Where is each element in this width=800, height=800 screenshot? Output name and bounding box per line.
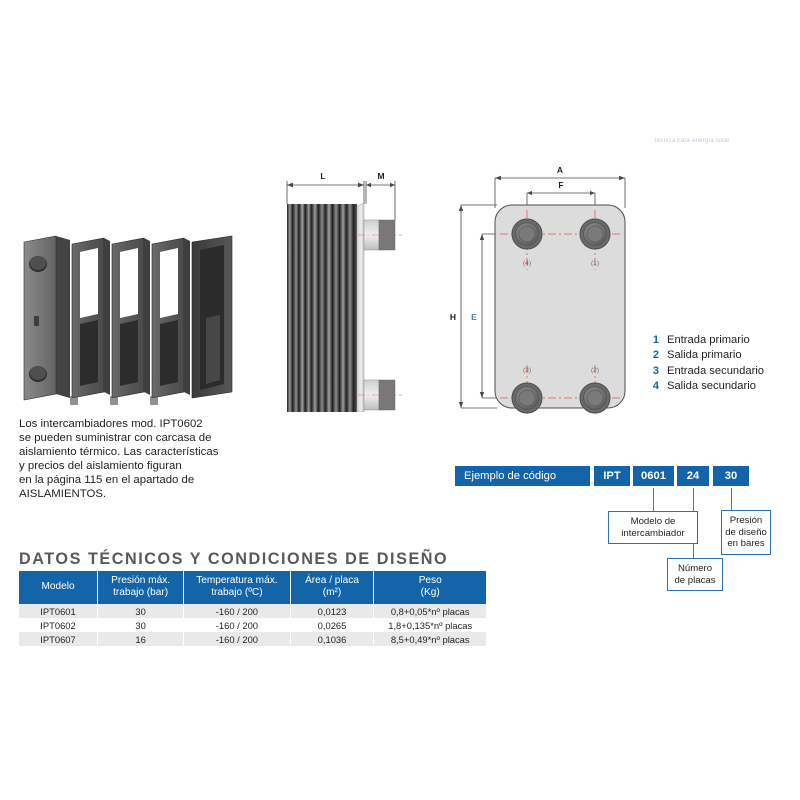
legend-label: Entrada primario [667,334,750,346]
side-elevation-drawing [282,162,412,412]
port-1 [580,219,610,249]
nozzle-bottom [358,380,402,410]
column-header-presion [98,571,184,604]
intro-line: se pueden suministrar con carcasa de [19,432,212,445]
header-line: Temperatura máx. [196,575,278,586]
code-example-title: Ejemplo de código [455,466,590,486]
dim-label-m: M [377,171,385,181]
header-line: (m²) [322,587,342,599]
foam-shell-front [24,236,70,400]
port-4 [512,219,542,249]
end-plate [357,203,364,412]
foam-shell-plate-2 [112,238,150,398]
cell-area: 0,0123 [290,604,374,618]
legend-number: 2 [652,349,659,362]
cell-area: 0,1036 [290,632,374,646]
table-row [19,604,486,618]
code-segment-prefix: IPT [594,466,630,486]
header-line: Presión máx. [111,575,171,586]
foam-shell-plate-3 [152,238,190,398]
cell-temperatura: -160 / 200 [184,632,290,646]
page-title: DATOS TÉCNICOS Y CONDICIONES DE DISEÑO [19,550,449,568]
legend-label: Salida secundario [667,380,756,393]
dimension-l [287,181,364,204]
legend-item [645,379,764,394]
intro-line: y precios del aislamiento figuran [19,460,182,473]
legend-item [645,364,764,379]
callout-model [608,511,698,544]
legend-item [645,333,764,348]
legend-label: Salida primario [667,349,742,362]
table-row [19,618,486,632]
dim-label-h: H [449,312,457,322]
cell-presion: 30 [98,618,184,632]
cell-peso: 1,8+0,135*nº placas [374,618,486,632]
port-3 [512,383,542,413]
dim-label-f: F [558,180,564,190]
legend-number: 3 [652,364,659,377]
header-line: Área / placa [305,575,359,586]
cell-peso: 0,8+0,05*nº placas [374,604,486,618]
header-line: (Kg) [420,587,440,599]
code-example-diagram [455,466,795,591]
foam-shell-back [192,236,232,398]
dim-label-a: A [556,165,564,175]
callout-line: de placas [674,574,716,586]
intro-paragraph [19,417,246,502]
plate-pack [287,204,357,412]
intro-line: AISLAMIENTOS. [19,488,107,501]
port-label-2: (2) [590,367,600,374]
legend-item [645,348,764,363]
callout-line: Número [677,562,713,574]
intro-line: Los intercambiadores mod. IPT0602 [19,418,203,430]
legend-number: 1 [652,334,659,346]
column-header-peso [374,571,486,604]
legend-label: Entrada secundario [667,364,765,377]
nozzle-top [358,220,402,250]
clipped-header-text: técnica para energía solar [655,138,730,144]
header-line: trabajo (bar) [113,587,169,599]
code-segment-plates: 24 [677,466,709,486]
cell-modelo: IPT0602 [19,618,98,632]
cell-modelo: IPT0601 [19,604,98,618]
leader-line-pressure [731,488,732,510]
column-header-area [290,571,374,604]
column-header-modelo [19,571,98,604]
front-plate-drawing [440,160,640,415]
intro-line: aislamiento térmico. Las características [19,446,219,459]
port-label-1: (1) [590,260,600,267]
callout-plates [667,558,723,591]
cell-modelo: IPT0607 [19,632,98,646]
foam-shell-feet [70,396,158,405]
port-label-4: (4) [522,260,532,267]
port-legend [645,333,764,395]
cell-presion: 16 [98,632,184,646]
cell-peso: 8,5+0,49*nº placas [374,632,486,646]
dim-label-e: E [471,312,477,322]
header-line: trabajo (ºC) [211,587,263,599]
table-header-row [19,571,486,604]
callout-line: de diseño [725,526,767,538]
foam-shell-plate-1 [72,238,110,398]
dim-label-l: L [320,171,326,181]
legend-number: 4 [652,380,659,393]
cell-temperatura: -160 / 200 [184,618,290,632]
leader-line-model [653,488,654,511]
cell-temperatura: -160 / 200 [184,604,290,618]
technical-data-table [19,571,486,646]
port-label-3: (3) [522,367,532,374]
callout-line: Presión [729,515,763,527]
header-line: Modelo [41,581,75,593]
table-row [19,632,486,646]
dimension-h [459,205,497,408]
callout-line: intercambiador [621,527,685,539]
dimension-m [366,181,395,220]
insulation-shell-photo [18,232,246,412]
callout-pressure [721,510,771,555]
code-segment-pressure: 30 [713,466,749,486]
callout-line: en bares [727,538,765,550]
port-2 [580,383,610,413]
cell-area: 0,0265 [290,618,374,632]
code-segment-model: 0601 [633,466,674,486]
callout-line: Modelo de [630,515,676,527]
column-header-temperatura [184,571,290,604]
intro-line: en la página 115 en el apartado de [19,474,195,487]
header-line: Peso [418,575,442,586]
cell-presion: 30 [98,604,184,618]
